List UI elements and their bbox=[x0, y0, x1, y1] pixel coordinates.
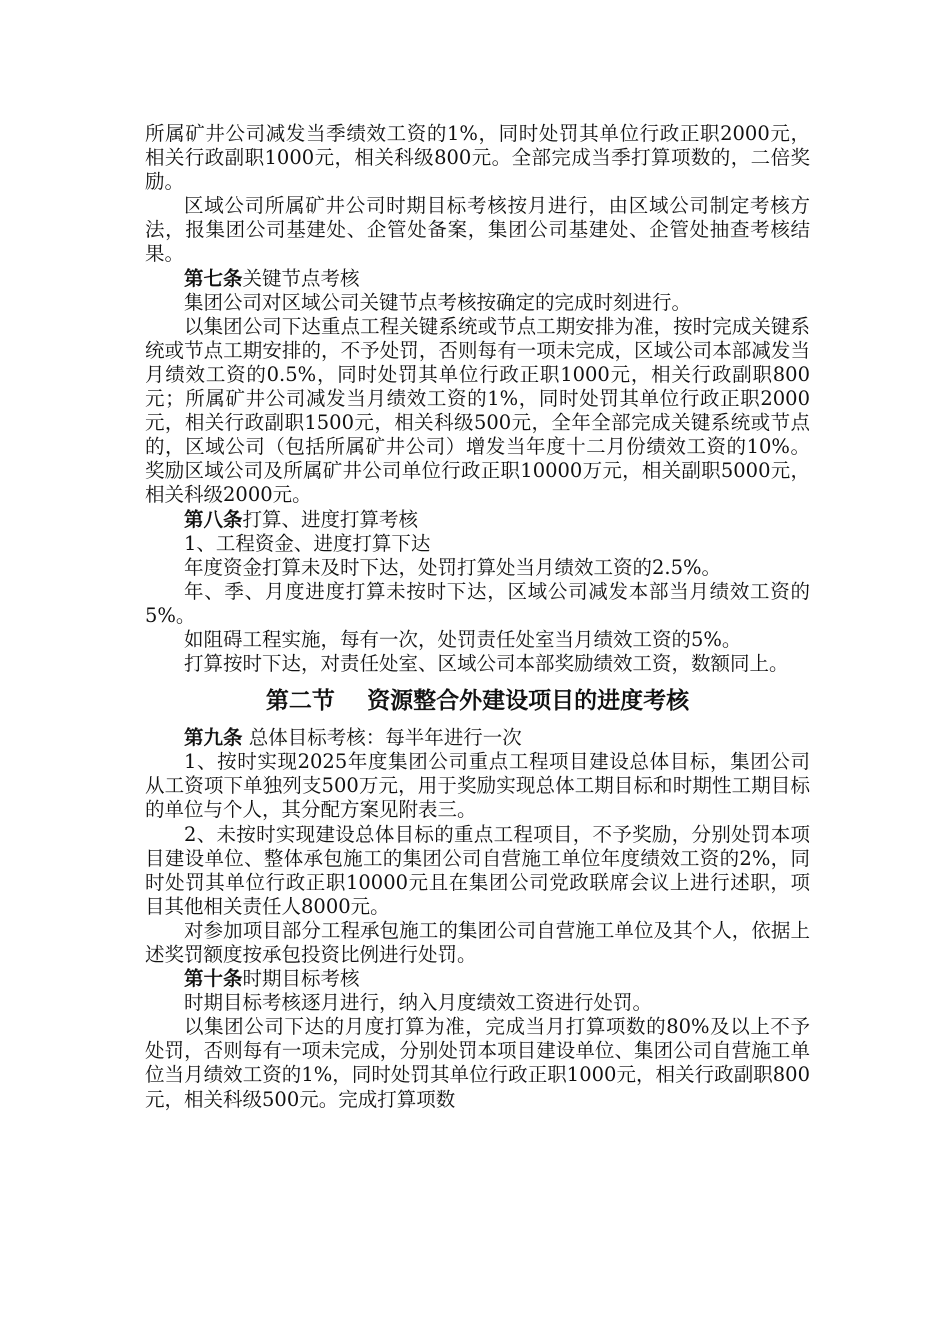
paragraph: 所属矿井公司减发当季绩效工资的1%，同时处罚其单位行政正职2000元，相关行政副职1000元，相关科级800元。全部完成当季打算项数的，二倍奖励。 bbox=[145, 122, 810, 194]
article-title: 关键节点考核 bbox=[242, 266, 360, 290]
section-title: 资源整合外建设项目的进度考核 bbox=[367, 688, 690, 715]
paragraph: 区域公司所属矿井公司时期目标考核按月进行，由区域公司制定考核方法，报集团公司基建处、企管处备案，集团公司基建处、企管处抽查考核结果。 bbox=[145, 194, 810, 266]
article-label: 第十条 bbox=[184, 967, 243, 991]
paragraph: 2、未按时实现建设总体目标的重点工程项目，不予奖励，分别处罚本项目建设单位、整体承包施工的集团公司自营施工单位年度绩效工资的2%，同时处罚其单位行政正职10000元且在集团公司党政联席会议上进行述职，项目其他相关责任人8000元。 bbox=[145, 822, 810, 918]
article-title: 时期目标考核 bbox=[242, 967, 360, 991]
paragraph: 1、按时实现2025年度集团公司重点工程项目建设总体目标，集团公司从工资项下单独列支500万元，用于奖励实现总体工期目标和时期性工期目标的单位与个人，其分配方案见附表三。 bbox=[145, 750, 810, 822]
article-title: 总体目标考核：每半年进行一次 bbox=[248, 726, 522, 750]
paragraph: 年度资金打算未及时下达，处罚打算处当月绩效工资的2.5%。 bbox=[184, 555, 722, 579]
article-heading-7 bbox=[145, 267, 810, 291]
paragraph: 时期目标考核逐月进行，纳入月度绩效工资进行处罚。 bbox=[184, 991, 653, 1015]
article-title: 打算、进度打算考核 bbox=[242, 507, 419, 531]
paragraph: 1、工程资金、进度打算下达 bbox=[184, 531, 431, 555]
article-label: 第九条 bbox=[184, 726, 243, 750]
article-label: 第八条 bbox=[184, 507, 243, 531]
section-label: 第二节 bbox=[265, 688, 335, 715]
article-heading-10 bbox=[145, 967, 810, 991]
article-heading-9 bbox=[145, 726, 810, 750]
paragraph: 以集团公司下达重点工程关键系统或节点工期安排为准，按时完成关键系统或节点工期安排的，不予处罚，否则每有一项未完成，区域公司本部减发当月绩效工资的0.5%，同时处罚其单位行政正职1000元，相关行政副职800元；所属矿井公司减发当月绩效工资的1%，同时处罚其单位行政正职2000元，相关行政副职1500元，相关科级500元，全年全部完成关键系统或节点的，区域公司（包括所属矿井公司）增发当年度十二月份绩效工资的10%。奖励区域公司及所属矿井公司单位行政正职10000万元，相关副职5000元，相关科级2000元。 bbox=[145, 314, 810, 507]
paragraph: 如阻碍工程实施，每有一次，处罚责任处室当月绩效工资的5%。 bbox=[184, 627, 742, 651]
paragraph: 打算按时下达，对责任处室、区域公司本部奖励绩效工资，数额同上。 bbox=[184, 652, 789, 676]
paragraph: 年、季、月度进度打算未按时下达，区域公司减发本部当月绩效工资的5%。 bbox=[145, 579, 810, 627]
article-heading-8 bbox=[145, 508, 810, 532]
paragraph: 以集团公司下达的月度打算为准，完成当月打算项数的80%及以上不予处罚，否则每有一项未完成，分别处罚本项目建设单位、集团公司自营施工单位当月绩效工资的1%，同时处罚其单位行政正职1000元，相关行政副职800元，相关科级500元。完成打算项数 bbox=[145, 1015, 810, 1111]
article-label: 第七条 bbox=[184, 266, 243, 290]
document-body bbox=[145, 122, 810, 1112]
section-heading bbox=[145, 686, 810, 716]
paragraph: 对参加项目部分工程承包施工的集团公司自营施工单位及其个人，依据上述奖罚额度按承包投资比例进行处罚。 bbox=[145, 918, 810, 966]
paragraph: 集团公司对区域公司关键节点考核按确定的完成时刻进行。 bbox=[184, 290, 692, 314]
